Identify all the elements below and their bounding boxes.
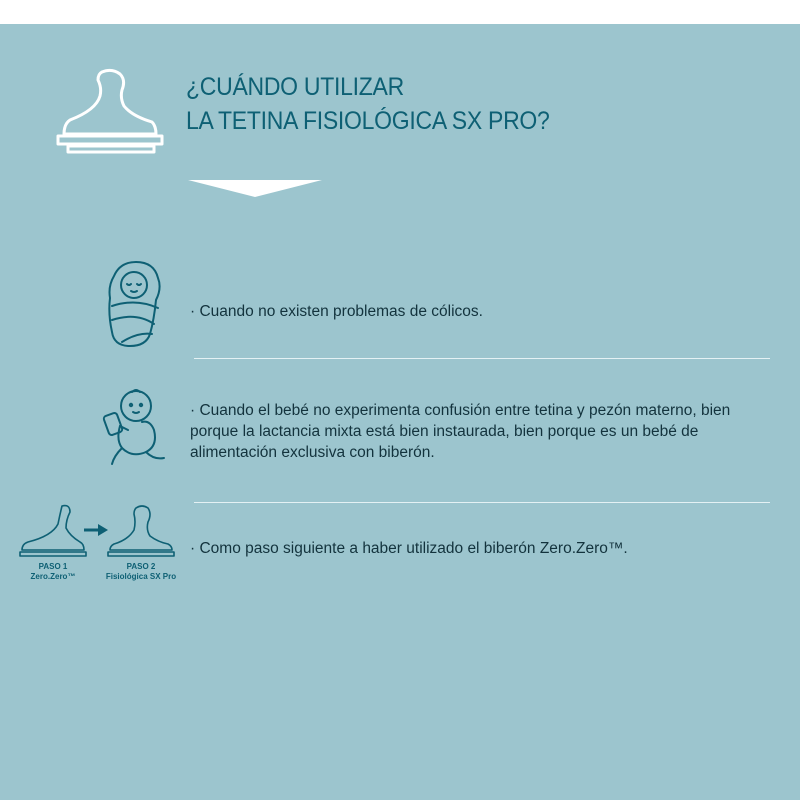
right-arrow-icon (84, 524, 108, 536)
step-2-number: PASO 2 (126, 562, 156, 571)
item-2-text: · Cuando el bebé no experimenta confusión entre tetina y pezón materno, bien porque la lactancia mixta está bien instaurada, bien porque es un bebé de alimentación exclusiva con biberón. (190, 402, 731, 461)
sx-pro-teat-icon (106, 502, 176, 560)
item-1-text: · Cuando no existen problemas de cólicos. (190, 303, 483, 320)
zero-zero-teat-icon (18, 502, 88, 560)
down-arrow-icon (188, 180, 322, 198)
teat-icon (56, 66, 168, 158)
step-1-number: PASO 1 (38, 562, 68, 571)
step-1-label (18, 562, 88, 582)
step-2-label (100, 562, 182, 582)
divider-1 (194, 358, 770, 359)
title-line-1: ¿CUÁNDO UTILIZAR (186, 73, 404, 101)
divider-2 (194, 502, 770, 503)
page-title (186, 70, 550, 138)
step-2-name: Fisiológica SX Pro (105, 572, 177, 581)
baby-with-bottle-icon (102, 386, 172, 468)
swaddled-baby-icon (100, 258, 168, 350)
item-3-text: · Como paso siguiente a haber utilizado el biberón Zero.Zero™. (190, 540, 628, 557)
step-1-name: Zero.Zero™ (30, 572, 76, 581)
title-line-2: LA TETINA FISIOLÓGICA SX PRO? (186, 107, 550, 135)
